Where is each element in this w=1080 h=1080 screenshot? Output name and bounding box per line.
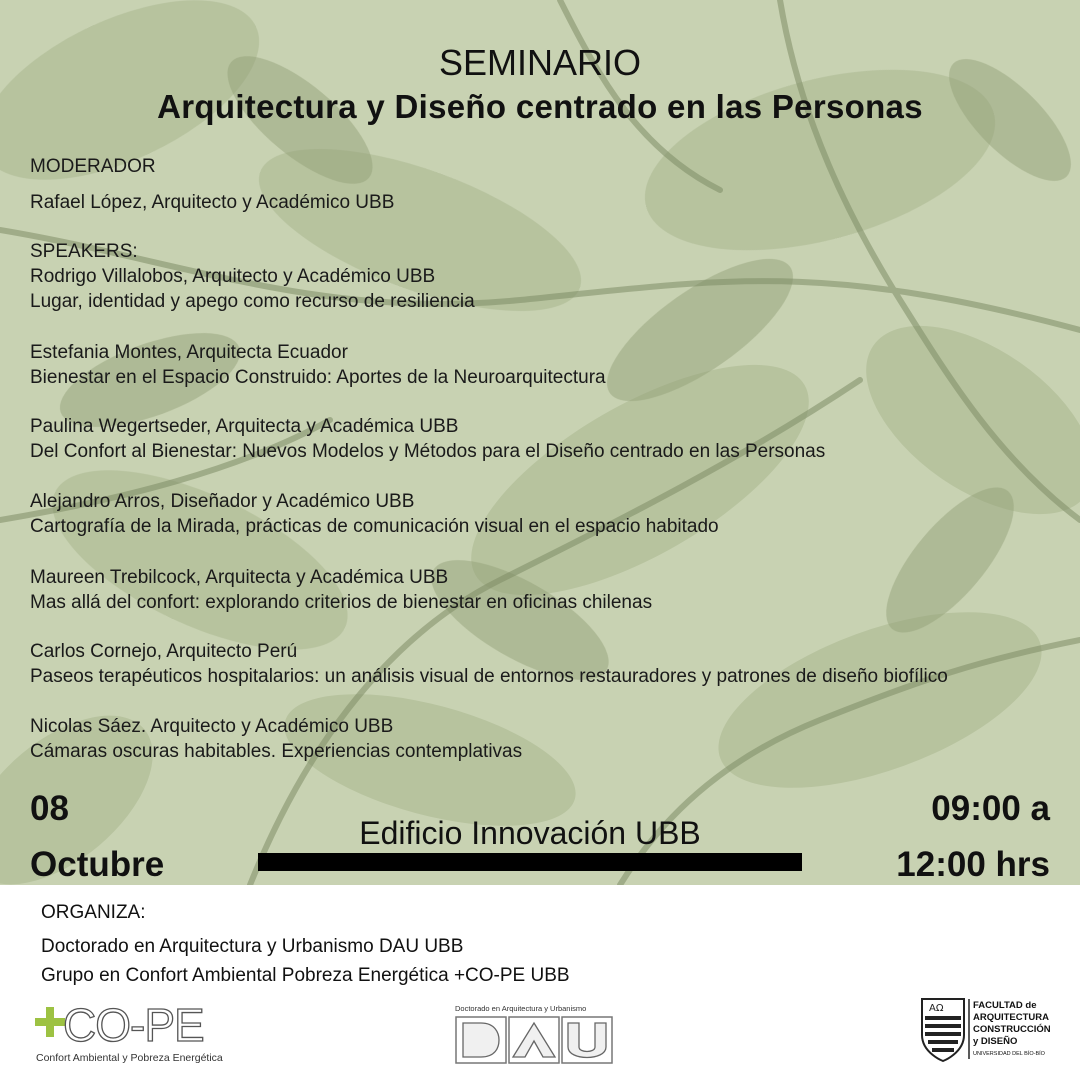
svg-text:UNIVERSIDAD DEL BÍO-BÍO: UNIVERSIDAD DEL BÍO-BÍO	[973, 1051, 1045, 1057]
organizer-line: Doctorado en Arquitectura y Urbanismo DAU UBB	[41, 936, 464, 957]
organizers-footer	[0, 885, 1080, 1080]
svg-text:CONSTRUCCIÓN: CONSTRUCCIÓN	[973, 1024, 1051, 1035]
speaker-talk: Lugar, identidad y apego como recurso de resiliencia	[30, 291, 475, 312]
event-venue: Edificio Innovación UBB	[359, 815, 701, 851]
speaker-name: Estefania Montes, Arquitecta Ecuador	[30, 342, 348, 363]
speaker-name: Maureen Trebilcock, Arquitecta y Académica UBB	[30, 567, 449, 588]
speaker-talk: Paseos terapéuticos hospitalarios: un análisis visual de entornos restauradores y patrones de diseño biofílico	[30, 666, 948, 687]
event-time-start: 09:00 a	[931, 789, 1050, 828]
faculty-crest	[920, 997, 1060, 1072]
seminar-title: Arquitectura y Diseño centrado en las Personas	[157, 88, 923, 125]
speaker-name: Rodrigo Villalobos, Arquitecto y Académico UBB	[30, 266, 436, 287]
speaker-name: Alejandro Arros, Diseñador y Académico UBB	[30, 491, 415, 512]
cope-logo	[33, 1000, 233, 1070]
moderator-heading: MODERADOR	[30, 156, 156, 177]
seminar-label: SEMINARIO	[438, 42, 642, 83]
speaker-talk: Cámaras oscuras habitables. Experiencias contemplativas	[30, 741, 523, 762]
event-day: 08	[30, 789, 69, 828]
svg-text:CO-PE: CO-PE	[63, 1000, 204, 1051]
speaker-talk: Cartografía de la Mirada, prácticas de comunicación visual en el espacio habitado	[30, 516, 719, 537]
speakers-heading: SPEAKERS:	[30, 241, 138, 262]
dau-logo	[455, 1003, 615, 1073]
speaker-name: Nicolas Sáez. Arquitecto y Académico UBB	[30, 716, 394, 737]
dau-caption: Doctorado en Arquitectura y Urbanismo	[455, 1004, 587, 1013]
dau-wordmark	[455, 1003, 615, 1073]
speaker-name: Carlos Cornejo, Arquitecto Perú	[30, 641, 298, 662]
svg-text:y DISEÑO: y DISEÑO	[973, 1036, 1018, 1047]
event-time-end: 12:00 hrs	[896, 845, 1050, 884]
venue-underline-bar	[258, 853, 802, 871]
event-month: Octubre	[30, 845, 165, 884]
organizers-heading: ORGANIZA:	[41, 902, 146, 923]
organizer-line: Grupo en Confort Ambiental Pobreza Energética +CO-PE UBB	[41, 965, 570, 986]
svg-text:ARQUITECTURA: ARQUITECTURA	[973, 1012, 1049, 1023]
cope-wordmark	[33, 1000, 233, 1070]
speaker-talk: Mas allá del confort: explorando criterios de bienestar en oficinas chilenas	[30, 592, 653, 613]
svg-text:AΩ: AΩ	[929, 1003, 944, 1014]
speaker-talk: Bienestar en el Espacio Construido: Aportes de la Neuroarquitectura	[30, 367, 606, 388]
faculty-logo	[920, 997, 1060, 1072]
svg-text:FACULTAD de: FACULTAD de	[973, 1000, 1037, 1011]
speaker-name: Paulina Wegertseder, Arquitecta y Académica UBB	[30, 416, 459, 437]
speaker-talk: Del Confort al Bienestar: Nuevos Modelos y Métodos para el Diseño centrado en las Personas	[30, 441, 826, 462]
cope-caption: Confort Ambiental y Pobreza Energética	[36, 1052, 223, 1064]
moderator-name: Rafael López, Arquitecto y Académico UBB	[30, 192, 395, 213]
